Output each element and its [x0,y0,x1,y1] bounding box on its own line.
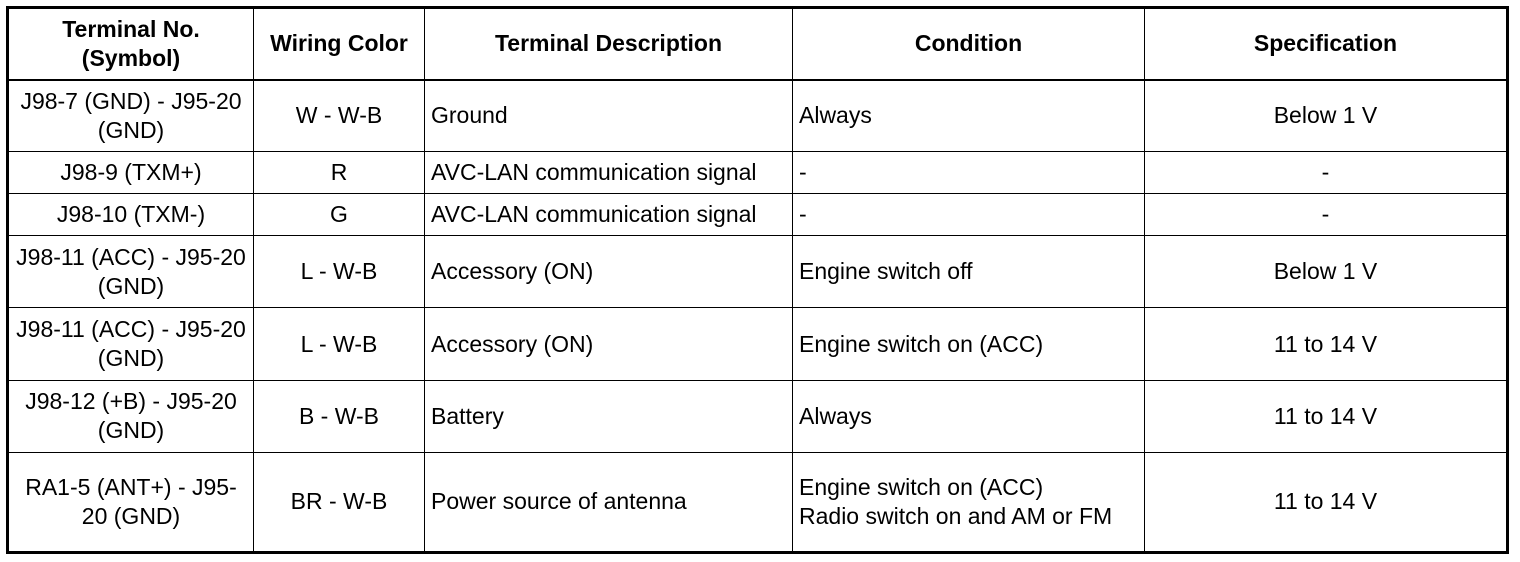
condition-line: Engine switch on (ACC) [799,473,1044,500]
wiring-color-cell: W - W-B [254,80,425,152]
specification-cell: - [1145,194,1508,236]
header-terminal-description: Terminal Description [425,8,793,80]
wiring-color-cell: R [254,152,425,194]
description-cell: Battery [425,380,793,452]
wiring-color-cell: G [254,194,425,236]
condition-cell: Engine switch on (ACC) [793,308,1145,380]
table-row [8,80,1508,152]
description-cell: Power source of antenna [425,452,793,552]
condition-cell: - [793,152,1145,194]
specification-cell: - [1145,152,1508,194]
terminal-cell: J98-7 (GND) - J95-20 (GND) [8,80,254,152]
specification-cell: Below 1 V [1145,236,1508,308]
table-row [8,236,1508,308]
description-cell: Ground [425,80,793,152]
header-condition: Condition [793,8,1145,80]
table-row [8,380,1508,452]
condition-cell [793,452,1145,552]
terminal-cell: J98-10 (TXM-) [8,194,254,236]
description-cell: AVC-LAN communication signal [425,152,793,194]
header-terminal: Terminal No. (Symbol) [8,8,254,80]
specification-cell: 11 to 14 V [1145,452,1508,552]
table-row [8,194,1508,236]
condition-cell: Always [793,380,1145,452]
specification-cell: 11 to 14 V [1145,308,1508,380]
condition-cell: Always [793,80,1145,152]
wiring-color-cell: L - W-B [254,236,425,308]
wiring-color-cell: L - W-B [254,308,425,380]
condition-cell: Engine switch off [793,236,1145,308]
terminal-cell: J98-9 (TXM+) [8,152,254,194]
terminal-cell: RA1-5 (ANT+) - J95-20 (GND) [8,452,254,552]
condition-line: Radio switch on and AM or FM [799,502,1113,529]
description-cell: Accessory (ON) [425,236,793,308]
specification-cell: 11 to 14 V [1145,380,1508,452]
terminal-cell: J98-11 (ACC) - J95-20 (GND) [8,308,254,380]
header-wiring-color: Wiring Color [254,8,425,80]
terminal-spec-table [6,6,1509,554]
description-cell: AVC-LAN communication signal [425,194,793,236]
description-cell: Accessory (ON) [425,308,793,380]
table-header-row [8,8,1508,80]
table-row [8,452,1508,552]
wiring-color-cell: BR - W-B [254,452,425,552]
table-row [8,152,1508,194]
condition-cell: - [793,194,1145,236]
specification-cell: Below 1 V [1145,80,1508,152]
header-specification: Specification [1145,8,1508,80]
table-row [8,308,1508,380]
terminal-cell: J98-12 (+B) - J95-20 (GND) [8,380,254,452]
wiring-color-cell: B - W-B [254,380,425,452]
terminal-cell: J98-11 (ACC) - J95-20 (GND) [8,236,254,308]
